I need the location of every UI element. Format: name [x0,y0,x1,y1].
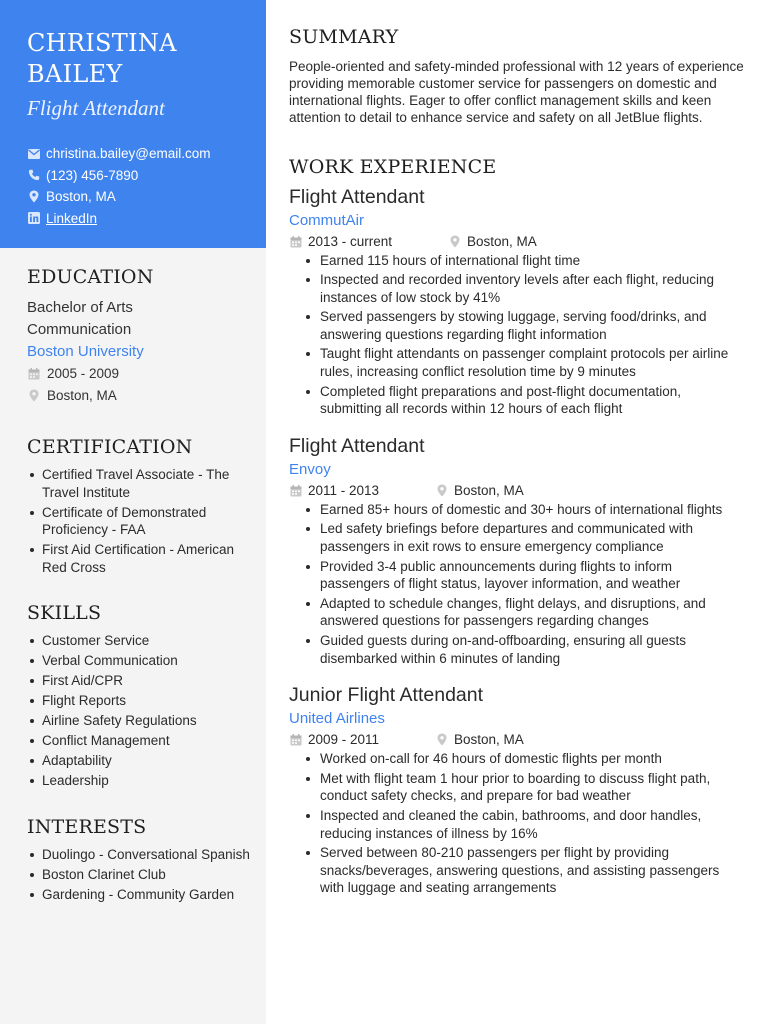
list-item: Earned 85+ hours of domestic and 30+ hours of international flights [289,501,744,519]
calendar-icon [27,367,40,380]
phone-icon [27,169,40,182]
phone-text: (123) 456-7890 [46,167,139,183]
location-pin-icon [435,733,448,746]
job-location-wrap [435,732,524,747]
location-pin-icon [27,190,40,203]
degree-line1: Bachelor of Arts [27,299,133,316]
list-item: Duolingo - Conversational Spanish [27,846,252,864]
location-pin-icon [448,235,461,248]
job-meta [289,231,744,252]
contact-phone[interactable] [27,165,246,187]
job-location: Boston, MA [467,234,537,249]
list-item: Met with flight team 1 hour prior to boarding to discuss flight path, conduct safety checks, and prepare for bad weather [289,770,744,806]
list-item: Flight Reports [27,692,252,710]
job-location-wrap [435,483,524,498]
list-item: First Aid Certification - American Red Cross [27,541,252,576]
candidate-name [27,28,246,90]
job-dates: 2013 - current [308,234,393,249]
job-meta [289,480,744,501]
location-pin-icon [27,389,40,402]
list-item: Certified Travel Associate - The Travel Institute [27,466,252,501]
list-item: Earned 115 hours of international flight time [289,252,744,270]
linkedin-icon [27,212,40,225]
job-meta [289,729,744,750]
list-item: Customer Service [27,632,252,650]
contact-location [27,186,246,208]
summary-text: People-oriented and safety-minded professional with 12 years of experience providing memorable customer service for passengers on domestic and international flights. Eager to offer conflict management skills and keen attention to detail to enhance service and safety on all JetBlue flights. [289,59,744,125]
list-item: Gardening - Community Garden [27,886,252,904]
linkedin-link[interactable]: LinkedIn [46,210,98,226]
education-location-row [27,385,252,407]
list-item: Leadership [27,772,252,790]
job-title: Junior Flight Attendant [289,684,484,707]
calendar-icon [289,484,302,497]
interests-section [27,816,252,904]
list-item: Boston Clarinet Club [27,866,252,884]
education-dates: 2005 - 2009 [47,366,120,382]
job-company: Envoy [289,461,331,479]
list-item: Worked on-call for 46 hours of domestic flights per month [289,750,744,768]
job-bullets [289,750,744,897]
list-item: Inspected and cleaned the cabin, bathrooms, and door handles, reducing instances of illness by 16% [289,807,744,843]
sidebar-content [27,266,252,906]
list-item: Adaptability [27,752,252,770]
list-item: Served between 80-210 passengers per flight by providing snacks/beverages, answering questions, and assisting passengers with luggage and seating arrangements [289,844,744,897]
job-entry [289,186,744,418]
name-last: BAILEY [27,60,123,88]
summary-heading: SUMMARY [289,26,399,48]
email-text: christina.bailey@email.com [46,146,211,162]
list-item: Provided 3-4 public announcements during flights to inform passengers of flight status, layover information, and weather [289,558,744,594]
education-heading: EDUCATION [27,266,154,288]
list-item: Conflict Management [27,732,252,750]
calendar-icon [289,235,302,248]
experience-section [289,156,744,897]
list-item: First Aid/CPR [27,672,252,690]
job-entry [289,684,744,897]
calendar-icon [289,733,302,746]
location-pin-icon [435,484,448,497]
education-dates-row [27,363,252,385]
skills-heading: SKILLS [27,602,102,624]
list-item: Airline Safety Regulations [27,712,252,730]
interests-list [27,846,252,904]
list-item: Taught flight attendants on passenger complaint protocols per airline rules, increasing conflict resolution time by 9 minutes [289,345,744,381]
education-school: Boston University [27,343,144,360]
job-company: CommutAir [289,212,365,229]
job-location-wrap [448,234,537,249]
certification-section [27,436,252,576]
job-bullets [289,252,744,418]
list-item: Served passengers by stowing luggage, serving food/drinks, and answering questions regarding flight information [289,308,744,344]
job-title: Flight Attendant [289,186,425,208]
job-location: Boston, MA [454,732,524,748]
list-item: Guided guests during on-and-offboarding, ensuring all guests disembarked within 6 minutes of landing [289,632,744,668]
job-bullets [289,501,744,667]
list-item: Inspected and recorded inventory levels after each flight, reducing instances of low stock by 41% [289,271,744,307]
list-item: Certificate of Demonstrated Proficiency - FAA [27,504,252,539]
skills-section [27,602,252,790]
contact-linkedin[interactable] [27,208,246,230]
list-item: Adapted to schedule changes, flight delays, and disruptions, and answered questions for passengers regarding changes [289,595,744,631]
job-dates: 2011 - 2013 [308,483,380,499]
skills-list [27,632,252,790]
name-first: CHRISTINA [27,29,177,57]
job-title: Flight Attendant [289,435,425,458]
education-location: Boston, MA [47,387,117,403]
job-dates: 2009 - 2011 [308,732,380,748]
certification-list [27,466,252,576]
job-entry [289,435,744,667]
certification-heading: CERTIFICATION [27,436,193,458]
summary-section [289,26,744,126]
experience-heading: WORK EXPERIENCE [289,156,497,178]
interests-heading: INTERESTS [27,815,147,838]
job-location: Boston, MA [454,483,524,499]
education-section [27,266,252,406]
job-role: Flight Attendant [27,96,165,120]
degree-line2: Communication [27,321,132,338]
contact-list [27,143,246,229]
education-degree [27,297,252,341]
location-text: Boston, MA [46,189,116,205]
main-content [289,26,744,899]
envelope-icon [27,147,40,160]
list-item: Led safety briefings before departures and communicated with passengers in exit rows to ensure emergency compliance [289,520,744,556]
contact-email[interactable] [27,143,246,165]
list-item: Completed flight preparations and post-flight documentation, submitting all records within 12 hours of each flight [289,383,744,419]
list-item: Verbal Communication [27,652,252,670]
job-company: United Airlines [289,710,385,728]
profile-header [0,0,266,248]
